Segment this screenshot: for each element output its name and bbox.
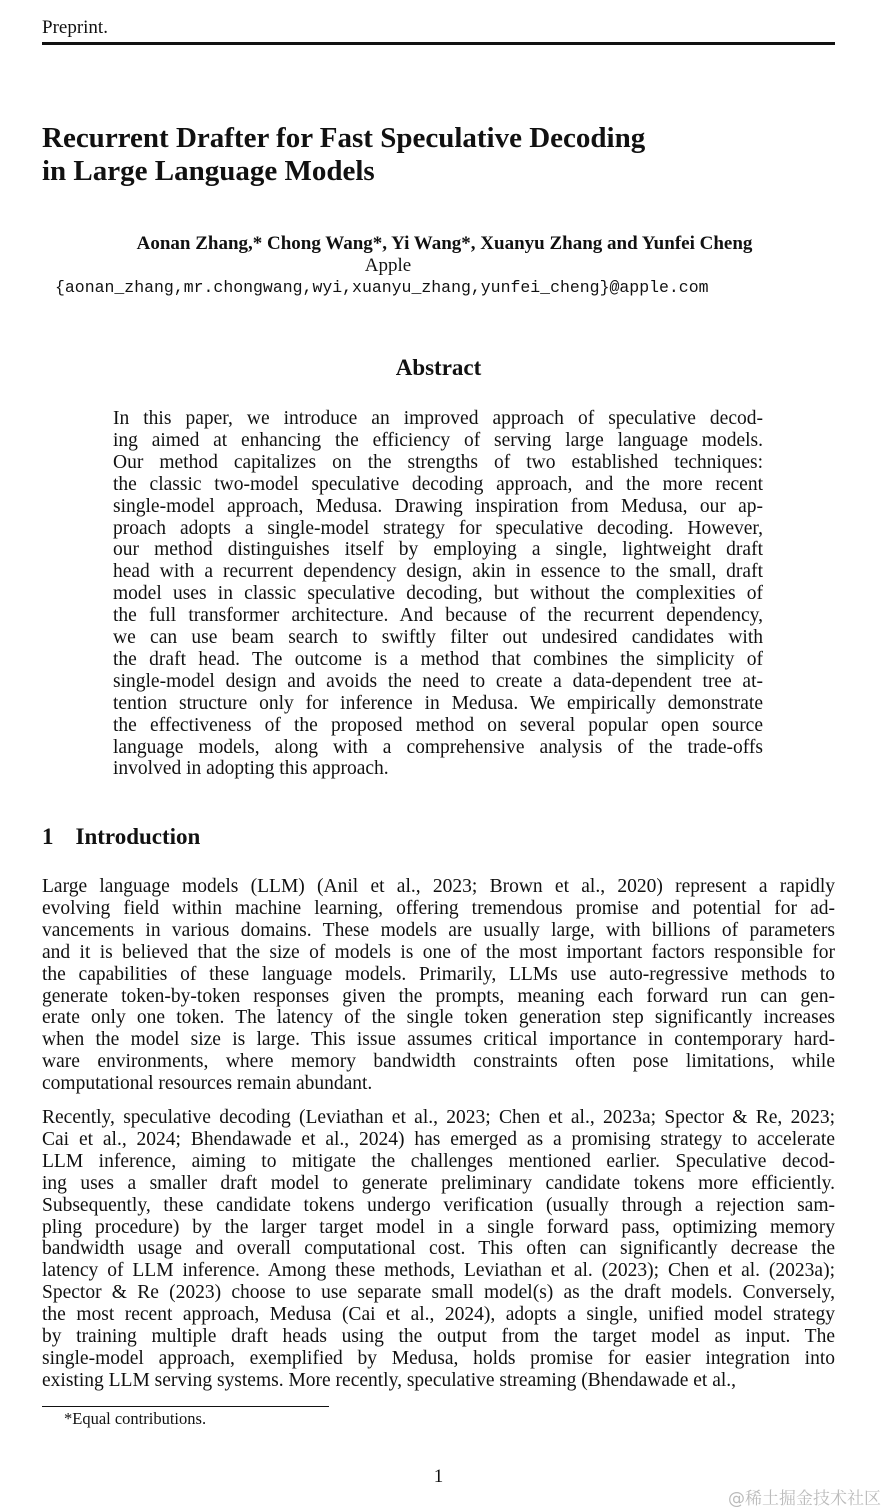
abstract-heading: Abstract <box>395 355 482 380</box>
text-line: bandwidth usage and overall computational cost. This often can significantly decrease the <box>42 1238 835 1260</box>
section-heading <box>42 824 200 850</box>
text-line: Our method capitalizes on the strengths of two established techniques: <box>113 451 763 473</box>
text-line: pling procedure) by the larger target model in a single forward pass, optimizing memory <box>42 1216 835 1238</box>
text-line: Large language models (LLM) (Anil et al., 2023; Brown et al., 2020) represent a rapidly <box>42 876 835 897</box>
text-line: single-model approach, exemplified by Medusa, holds promise for easier integration into <box>42 1347 835 1369</box>
text-line: In this paper, we introduce an improved approach of speculative decod- <box>113 408 763 429</box>
header-rule <box>42 42 835 45</box>
page-number: 1 <box>433 1466 444 1487</box>
text-line: existing LLM serving systems. More recently, speculative streaming (Bhendawade et al., <box>42 1369 737 1391</box>
text-line: computational resources remain abundant. <box>42 1073 373 1095</box>
text-line: the effectiveness of the proposed method on several popular open source <box>113 714 763 736</box>
title-line: Recurrent Drafter for Fast Speculative Decoding <box>42 122 646 154</box>
text-line: the most recent approach, Medusa (Cai et al., 2024), adopts a single, unified model strategy <box>42 1304 835 1326</box>
text-line: our method distinguishes itself by employing a single, lightweight draft <box>113 539 763 561</box>
text-line: involved in adopting this approach. <box>113 758 389 780</box>
section-number: 1 <box>42 824 54 849</box>
affiliation: Apple <box>364 255 412 276</box>
text-line: latency of LLM inference. Among these methods, Leviathan et al. (2023); Chen et al. (2023a); <box>42 1260 835 1282</box>
text-line: erate only one token. The latency of the single token generation step significantly increases <box>42 1007 835 1029</box>
text-line: and it is believed that the size of models is one of the most important factors responsible for <box>42 941 835 963</box>
text-line: tention structure only for inference in Medusa. We empirically demonstrate <box>113 692 763 714</box>
text-line: Recently, speculative decoding (Leviathan et al., 2023; Chen et al., 2023a; Spector & Re, 2023; <box>42 1107 835 1128</box>
text-line: generate token-by-token responses given the prompts, meaning each forward run can gen- <box>42 985 835 1007</box>
text-line: proach adopts a single-model strategy for speculative decoding. However, <box>113 517 763 539</box>
text-line: the capabilities of these language models. Primarily, LLMs use auto-regressive methods to <box>42 963 835 985</box>
text-line: Cai et al., 2024; Bhendawade et al., 2024) has emerged as a promising strategy to accelerate <box>42 1128 835 1150</box>
text-line: Spector & Re (2023) choose to use separate small model(s) as the draft models. Conversely, <box>42 1282 835 1304</box>
text-line: the full transformer architecture. And because of the recurrent dependency, <box>113 605 763 627</box>
section-title: Introduction <box>75 824 201 849</box>
text-line: the classic two-model speculative decoding approach, and the more recent <box>113 473 763 495</box>
author-emails: {aonan_zhang,mr.chongwang,wyi,xuanyu_zhang,yunfei_cheng}@apple.com <box>55 278 709 297</box>
text-line: Subsequently, these candidate tokens undergo verification (usually through a rejection sam- <box>42 1194 835 1216</box>
text-line: model uses in classic speculative decoding, but without the complexities of <box>113 583 763 605</box>
text-line: when the model size is large. This issue assumes critical importance in contemporary hard- <box>42 1029 835 1051</box>
running-header: Preprint. <box>42 17 108 38</box>
text-line: vancements in various domains. These models are usually large, with billions of parameters <box>42 919 835 941</box>
paper-title <box>42 122 645 188</box>
text-line: ing uses a smaller draft model to generate preliminary candidate tokens more efficiently. <box>42 1172 835 1194</box>
text-line: by training multiple draft heads using the output from the target model as input. The <box>42 1326 835 1347</box>
text-line: ware environments, where memory bandwidth constraints often pose limitations, while <box>42 1051 835 1073</box>
text-line: single-model approach, Medusa. Drawing inspiration from Medusa, our ap- <box>113 495 763 517</box>
text-line: LLM inference, aiming to mitigate the challenges mentioned earlier. Speculative decod- <box>42 1150 835 1172</box>
text-line: ing aimed at enhancing the efficiency of serving large language models. <box>113 429 763 451</box>
footnote-rule <box>42 1406 329 1407</box>
text-line: head with a recurrent dependency design, akin in essence to the small, draft <box>113 561 763 583</box>
text-line: the draft head. The outcome is a method that combines the simplicity of <box>113 648 763 670</box>
title-line: in Large Language Models <box>42 155 375 187</box>
text-line: single-model design and avoids the need to create a data-dependent tree at- <box>113 670 763 692</box>
text-line: evolving field within machine learning, offering tremendous promise and potential for ad- <box>42 897 835 919</box>
authors: Aonan Zhang,* Chong Wang*, Yi Wang*, Xuanyu Zhang and Yunfei Cheng <box>136 233 753 254</box>
watermark: @稀土掘金技术社区 <box>728 1489 881 1509</box>
text-line: we can use beam search to swiftly filter out undesired candidates with <box>113 627 763 648</box>
text-line: language models, along with a comprehensive analysis of the trade-offs <box>113 736 763 758</box>
footnote: *Equal contributions. <box>64 1409 207 1428</box>
